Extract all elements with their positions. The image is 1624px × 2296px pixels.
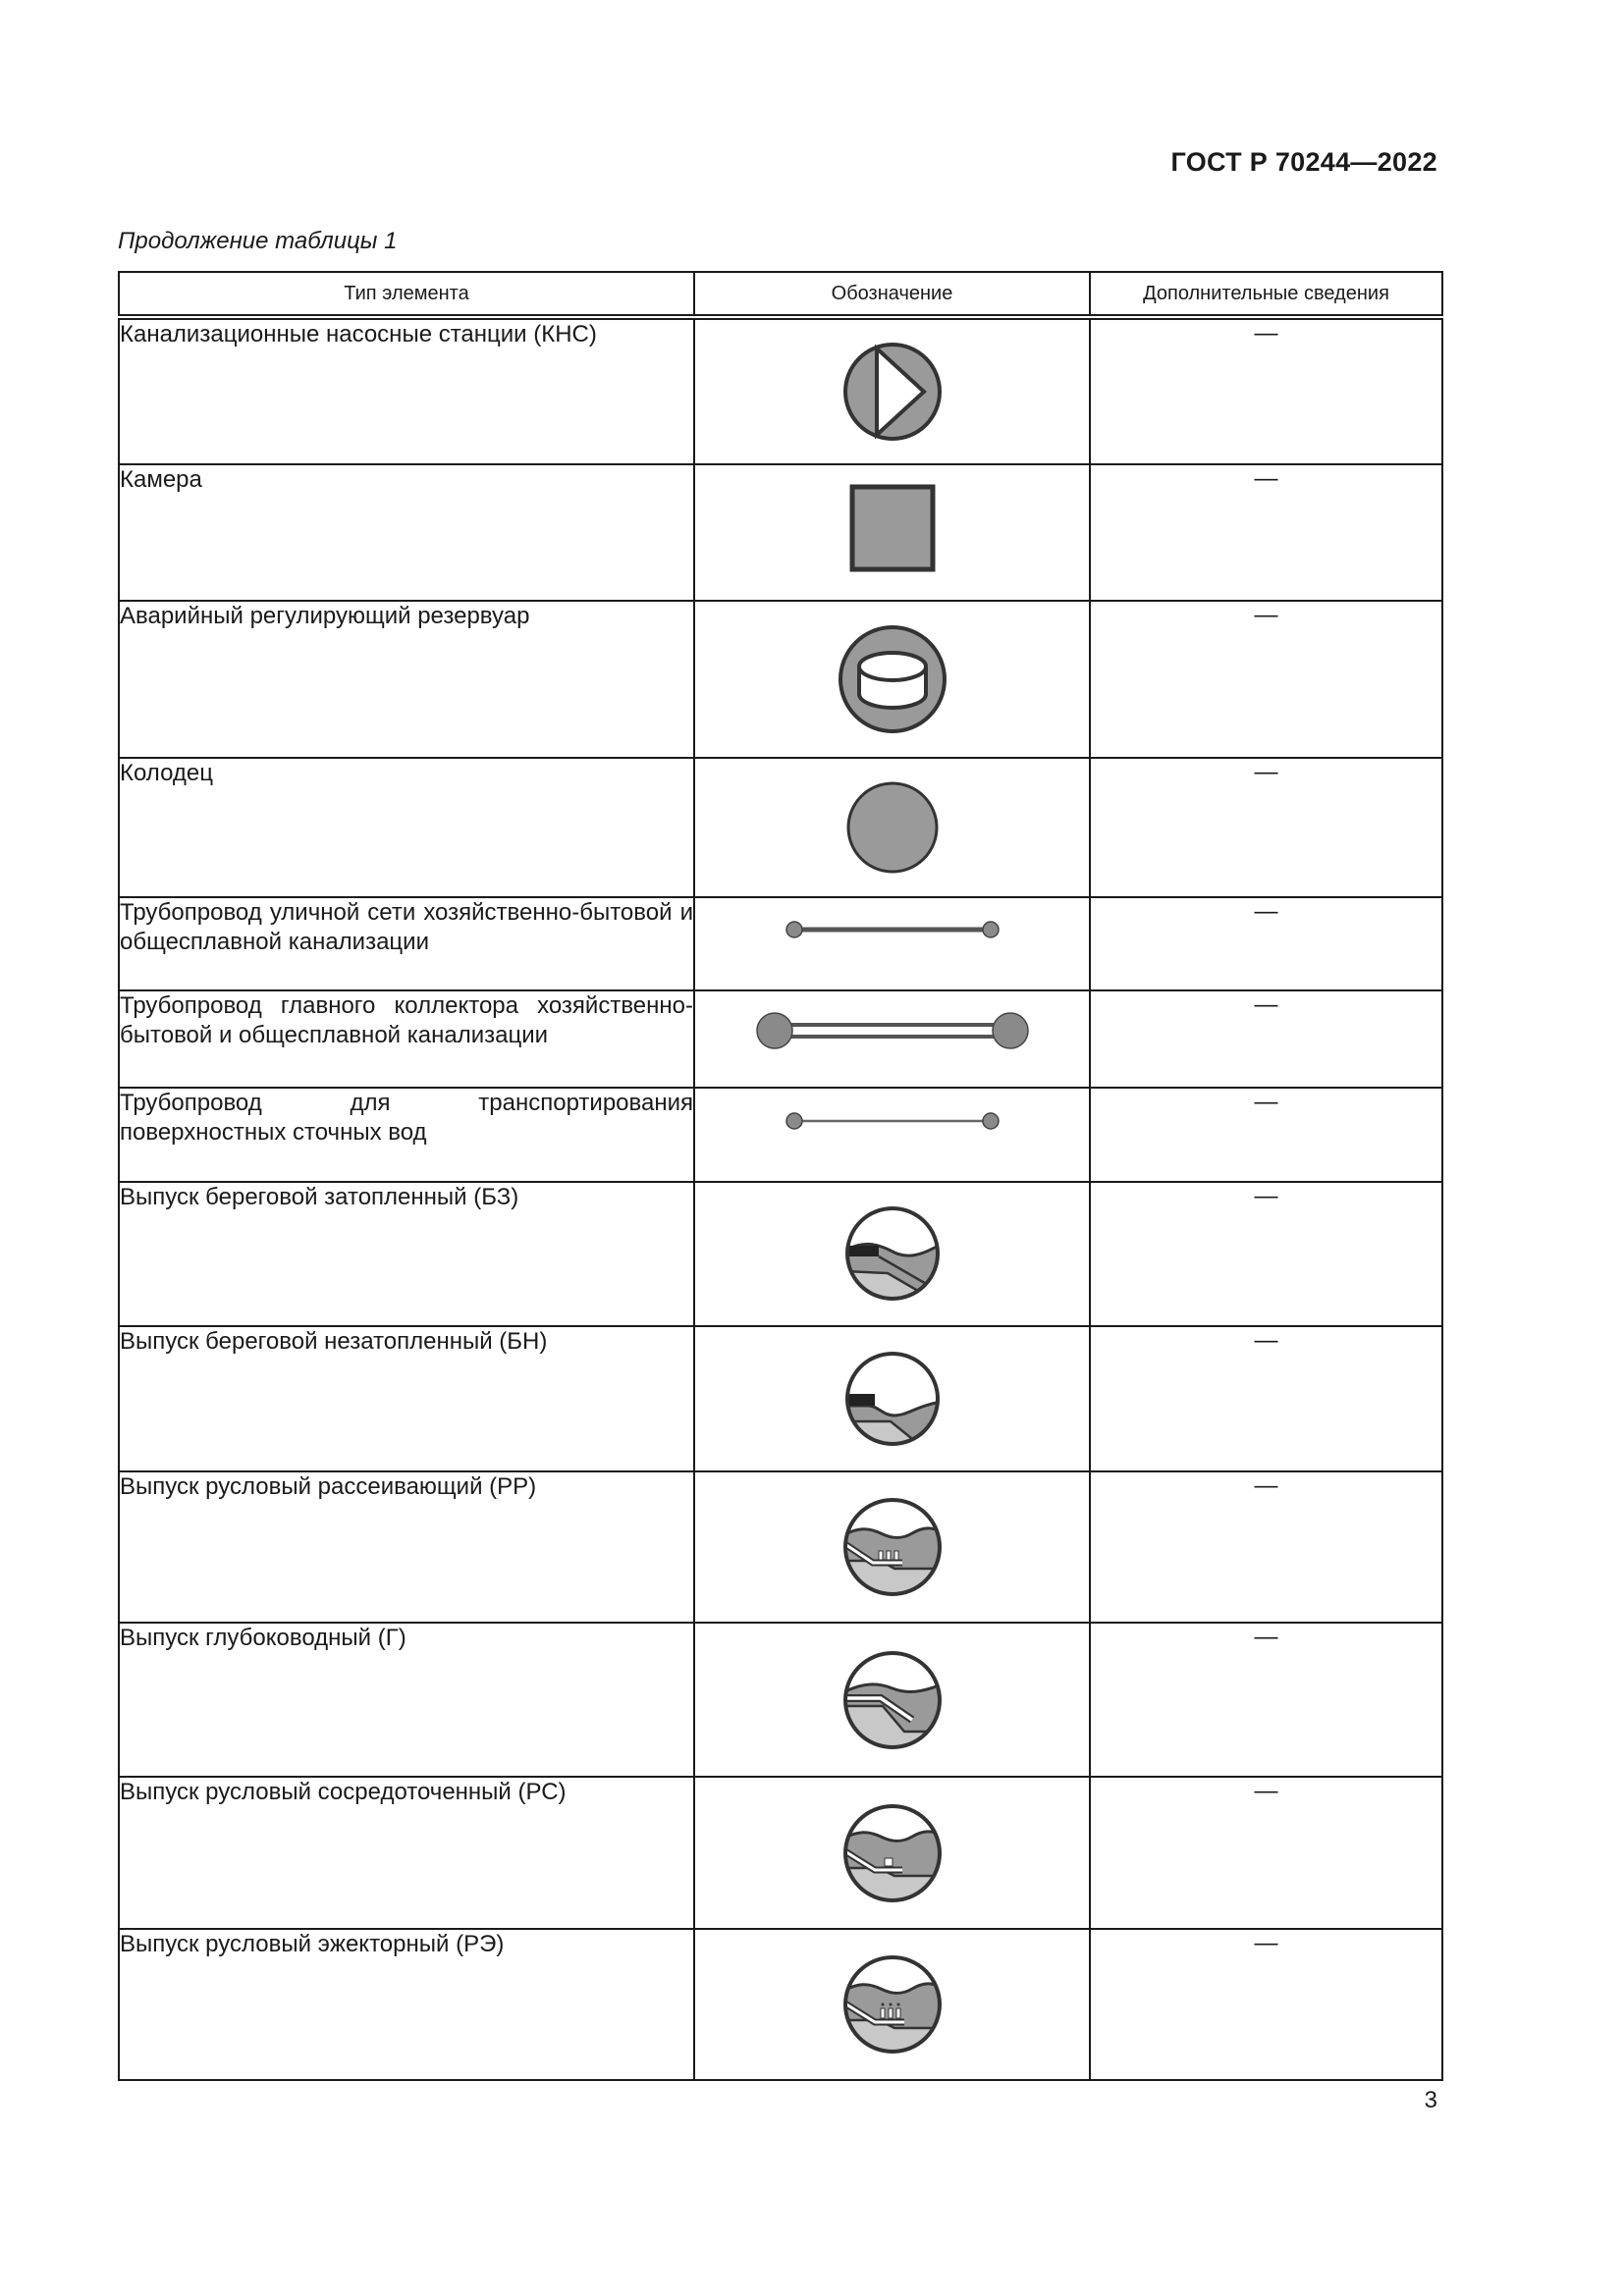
additional-info: —: [1090, 1326, 1442, 1471]
symbol-cell: [694, 1088, 1090, 1182]
additional-info: —: [1090, 1623, 1442, 1777]
surface-water-pipeline-icon: [785, 1089, 1001, 1148]
table-row: [119, 317, 1442, 464]
symbol-cell: [694, 1471, 1090, 1623]
emergency-tank-icon: [834, 602, 951, 757]
element-type: Колодец: [119, 758, 694, 897]
symbols-table: [118, 271, 1443, 2081]
additional-info: —: [1090, 1182, 1442, 1326]
document-code: ГОСТ Р 70244—2022: [1170, 147, 1437, 177]
table-row: [119, 1326, 1442, 1471]
main-collector-pipeline-icon: [755, 991, 1030, 1060]
table-row: [119, 897, 1442, 990]
element-type: Выпуск русловый рассеивающий (РР): [119, 1471, 694, 1623]
symbol-cell: [694, 1623, 1090, 1777]
outlet-channel-ejector-icon: [834, 1930, 951, 2079]
additional-info: —: [1090, 1777, 1442, 1929]
additional-info: —: [1090, 464, 1442, 601]
element-type: Выпуск русловый сосредоточенный (РС): [119, 1777, 694, 1929]
element-type: Канализационные насосные станции (КНС): [119, 317, 694, 464]
additional-info: —: [1090, 1929, 1442, 2080]
additional-info: —: [1090, 897, 1442, 990]
symbol-cell: [694, 1929, 1090, 2080]
symbol-cell: [694, 601, 1090, 758]
street-pipeline-icon: [785, 898, 1001, 957]
symbol-cell: [694, 758, 1090, 897]
table-row: [119, 1182, 1442, 1326]
outlet-shore-unflooded-icon: [834, 1327, 951, 1470]
additional-info: —: [1090, 990, 1442, 1088]
element-type: Аварийный регулирующий резервуар: [119, 601, 694, 758]
element-type: Выпуск глубоководный (Г): [119, 1623, 694, 1777]
symbol-cell: [694, 317, 1090, 464]
table-row: [119, 1777, 1442, 1929]
column-header-type: Тип элемента: [119, 272, 694, 317]
table-row: [119, 1471, 1442, 1623]
symbol-cell: [694, 464, 1090, 601]
page-number: 3: [1424, 2087, 1437, 2113]
chamber-icon: [834, 465, 951, 600]
table-row: [119, 1623, 1442, 1777]
table-row: [119, 1088, 1442, 1182]
element-type: Выпуск береговой незатопленный (БН): [119, 1326, 694, 1471]
element-type: Выпуск русловый эжекторный (РЭ): [119, 1929, 694, 2080]
additional-info: —: [1090, 1088, 1442, 1182]
column-header-symbol: Обозначение: [694, 272, 1090, 317]
column-header-info: Дополнительные сведения: [1090, 272, 1442, 317]
table-row: [119, 601, 1442, 758]
symbol-cell: [694, 1777, 1090, 1929]
symbol-cell: [694, 897, 1090, 990]
additional-info: —: [1090, 1471, 1442, 1623]
outlet-shore-flooded-icon: [834, 1183, 951, 1325]
element-type: Трубопровод уличной сети хозяйственно-бытовой и общесплавной канализации: [119, 897, 694, 990]
element-type: Трубопровод главного коллектора хозяйственно-бытовой и общесплавной канализации: [119, 990, 694, 1088]
table-header-row: [119, 272, 1442, 317]
additional-info: —: [1090, 601, 1442, 758]
pump-station-icon: [834, 320, 951, 463]
symbol-cell: [694, 1182, 1090, 1326]
outlet-deepwater-icon: [834, 1624, 951, 1776]
symbol-cell: [694, 990, 1090, 1088]
additional-info: —: [1090, 317, 1442, 464]
well-icon: [834, 759, 951, 896]
additional-info: —: [1090, 758, 1442, 897]
outlet-channel-dispersing-icon: [834, 1472, 951, 1622]
table-row: [119, 758, 1442, 897]
element-type: Выпуск береговой затопленный (БЗ): [119, 1182, 694, 1326]
table-row: [119, 464, 1442, 601]
table-row: [119, 990, 1442, 1088]
element-type: Камера: [119, 464, 694, 601]
outlet-channel-concentrated-icon: [834, 1778, 951, 1928]
element-type: Трубопровод для транспортирования поверхностных сточных вод: [119, 1088, 694, 1182]
table-caption: Продолжение таблицы 1: [118, 228, 398, 254]
table-row: [119, 1929, 1442, 2080]
symbol-cell: [694, 1326, 1090, 1471]
